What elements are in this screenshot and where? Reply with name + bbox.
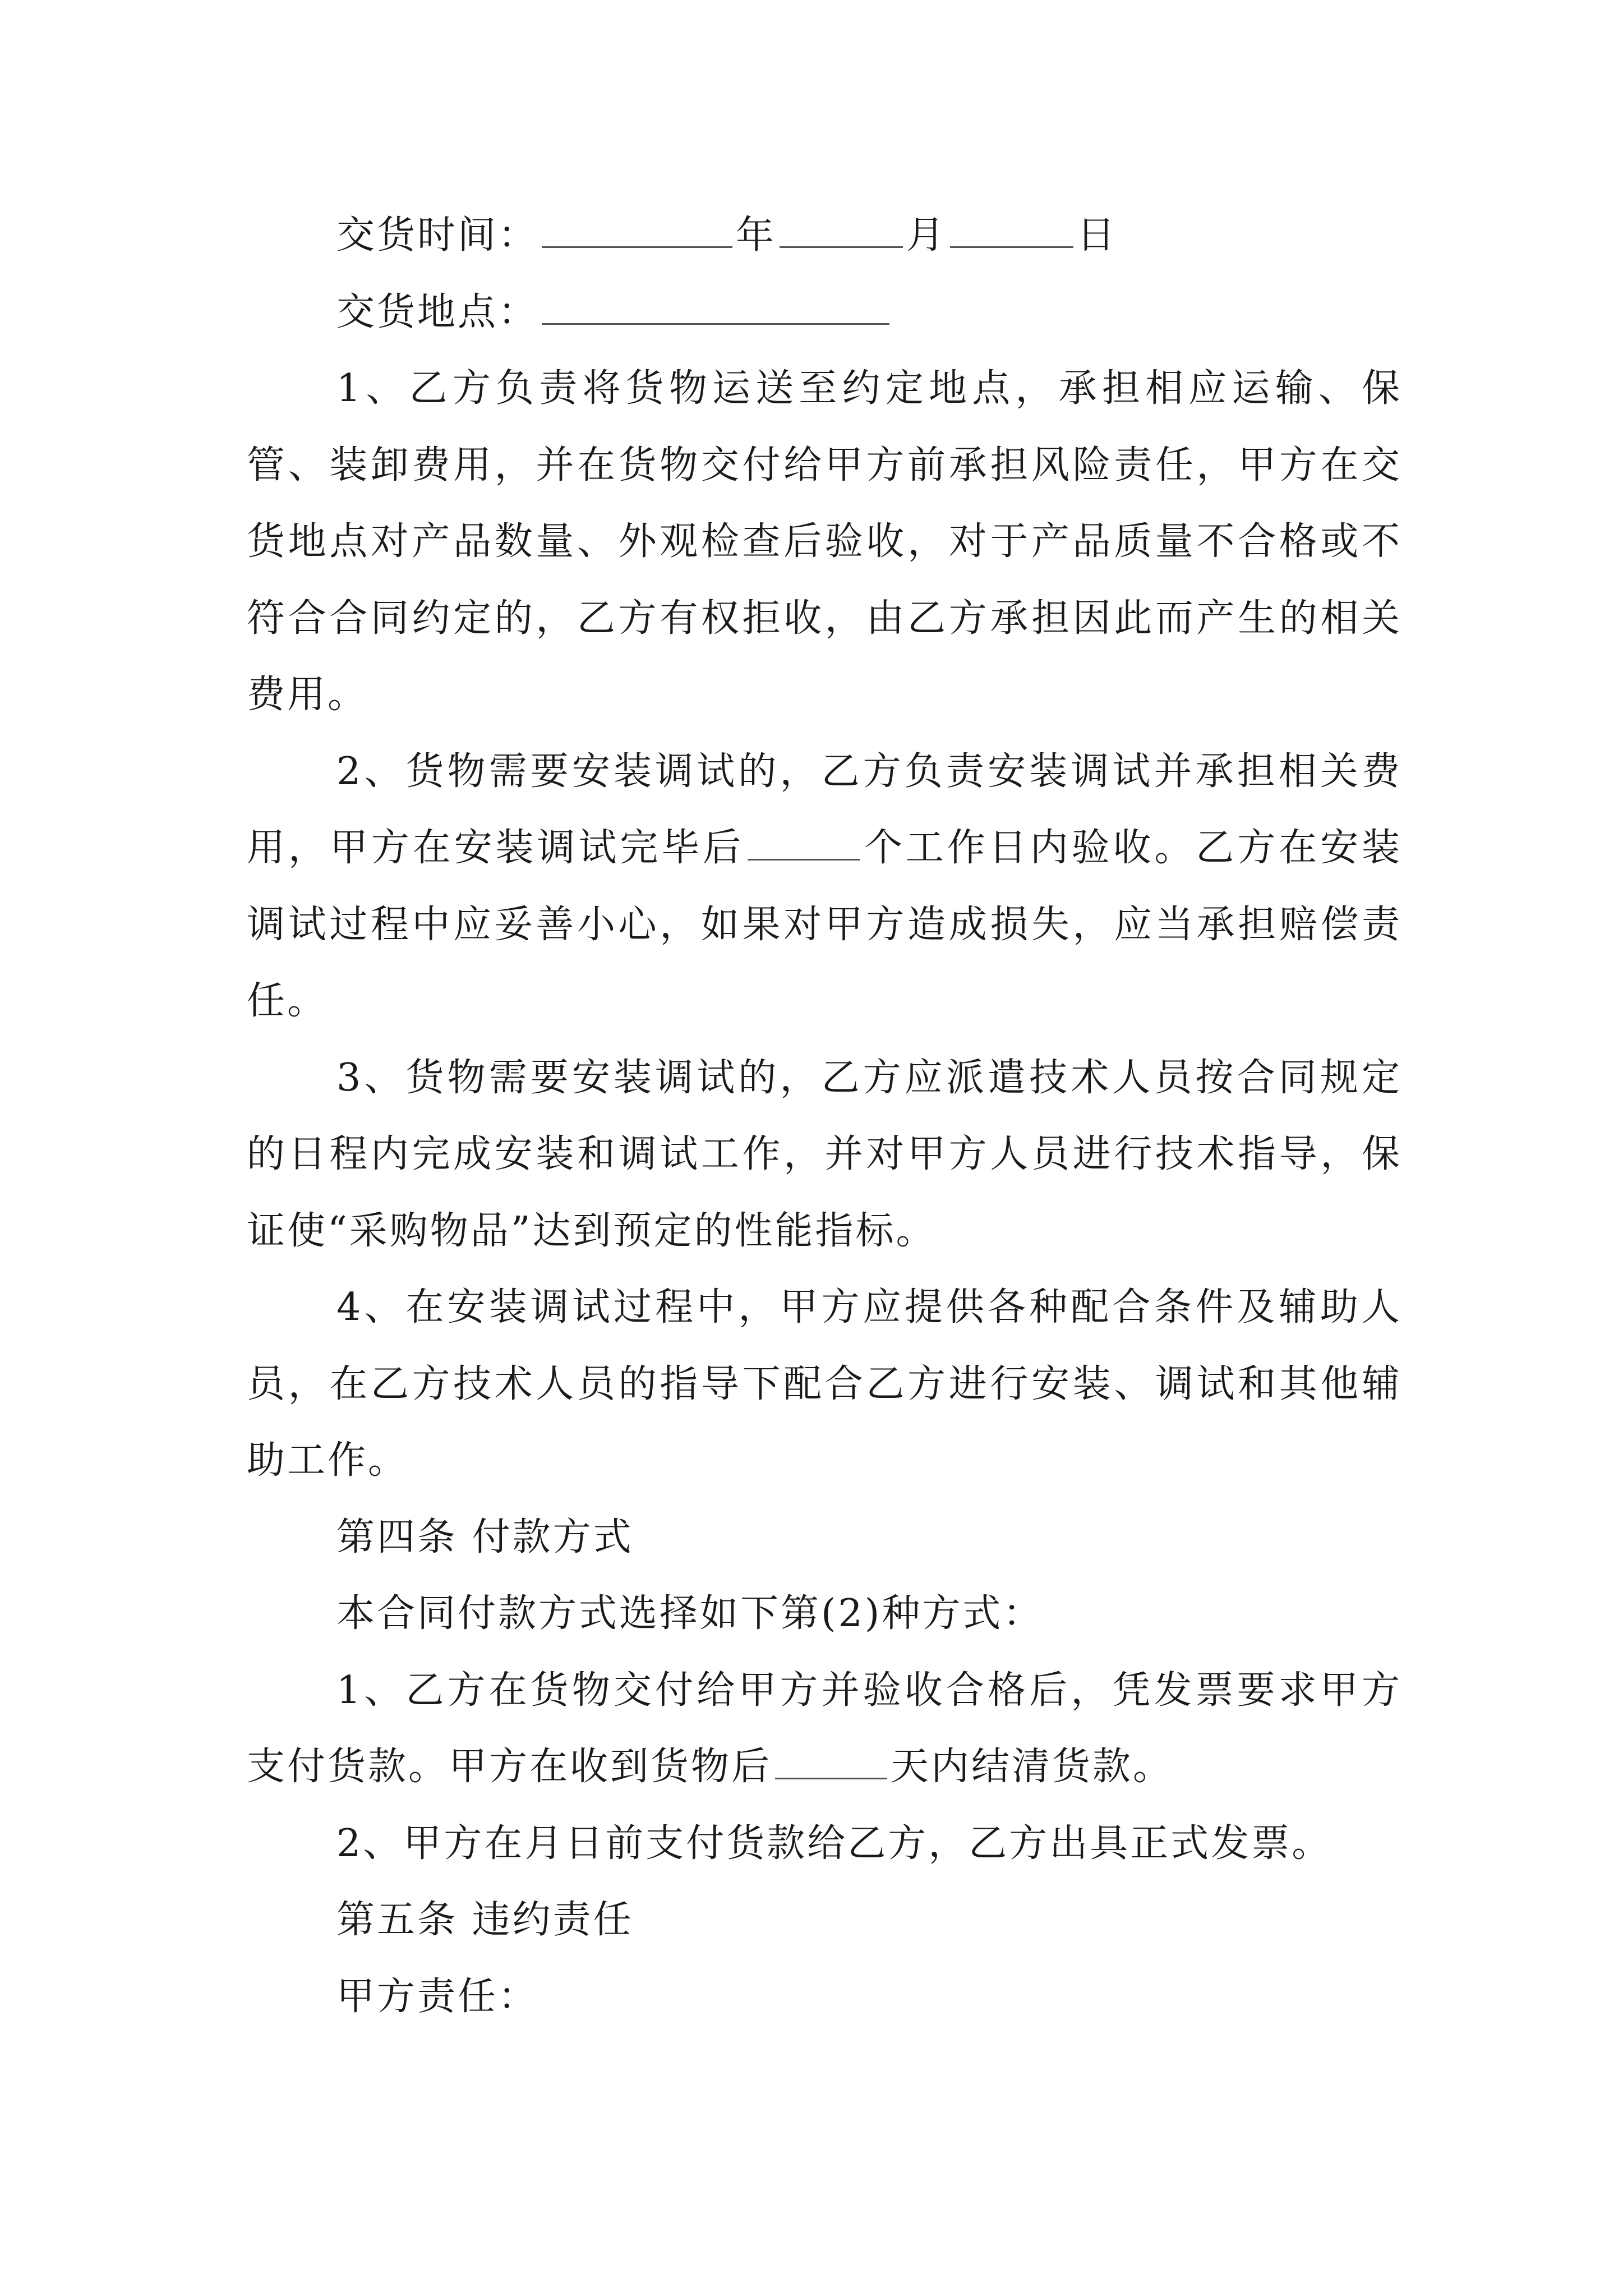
year-blank [542, 214, 732, 248]
document-body [247, 197, 1402, 2035]
payment-heading: 第四条 付款方式 [336, 1515, 634, 1559]
payment-intro: 本合同付款方式选择如下第(2)种方式： [336, 1591, 1044, 1636]
workdays-blank [748, 826, 860, 861]
clause-2-text-b: 个工作日内验收。乙方在安装调试过程中应妥善小心，如果对甲方造成损失，应当承担赔偿责任。 [247, 826, 1402, 1023]
place-blank [542, 291, 889, 325]
month-blank [780, 214, 903, 248]
clause-3: 3、货物需要安装调试的，乙方应派遣技术人员按合同规定的日程内完成安装和调试工作，并对甲方人员进行技术指导，保证使“采购物品”达到预定的性能指标。 [247, 1055, 1402, 1253]
party-a-liability: 甲方责任： [336, 1974, 539, 2019]
clause-2 [247, 734, 1402, 1040]
delivery-time-line [247, 197, 1402, 274]
delivery-place-label: 交货地点： [336, 289, 539, 334]
delivery-time-label: 交货时间： [336, 213, 539, 257]
day-blank [950, 214, 1073, 248]
payment-option-1-text-b: 天内结清货款。 [891, 1745, 1174, 1789]
day-text: 日 [1077, 213, 1118, 257]
year-text: 年 [736, 213, 777, 257]
payment-option-1 [247, 1653, 1402, 1806]
clause-2-text-a: 2、货物需要安装调试的，乙方负责安装调试并承担相关费用，甲方在安装调试完毕后 [247, 749, 1402, 870]
month-text: 月 [906, 213, 947, 257]
payment-option-1-text-a: 1、乙方在货物交付给甲方并验收合格后，凭发票要求甲方支付货款。甲方在收到货物后 [247, 1668, 1402, 1789]
clause-4: 4、在安装调试过程中，甲方应提供各种配合条件及辅助人员，在乙方技术人员的指导下配合乙方进行安装、调试和其他辅助工作。 [247, 1285, 1402, 1483]
delivery-place-line [247, 274, 1402, 351]
days-blank [775, 1745, 887, 1779]
payment-option-2: 2、甲方在月日前支付货款给乙方，乙方出具正式发票。 [336, 1821, 1332, 1866]
clause-1: 1、乙方负责将货物运送至约定地点，承担相应运输、保管、装卸费用，并在货物交付给甲方前承担风险责任，甲方在交货地点对产品数量、外观检查后验收，对于产品质量不合格或不符合合同约定的，乙方有权拒收，由乙方承担因此而产生的相关费用。 [247, 366, 1402, 717]
liability-heading: 第五条 违约责任 [336, 1898, 634, 1942]
